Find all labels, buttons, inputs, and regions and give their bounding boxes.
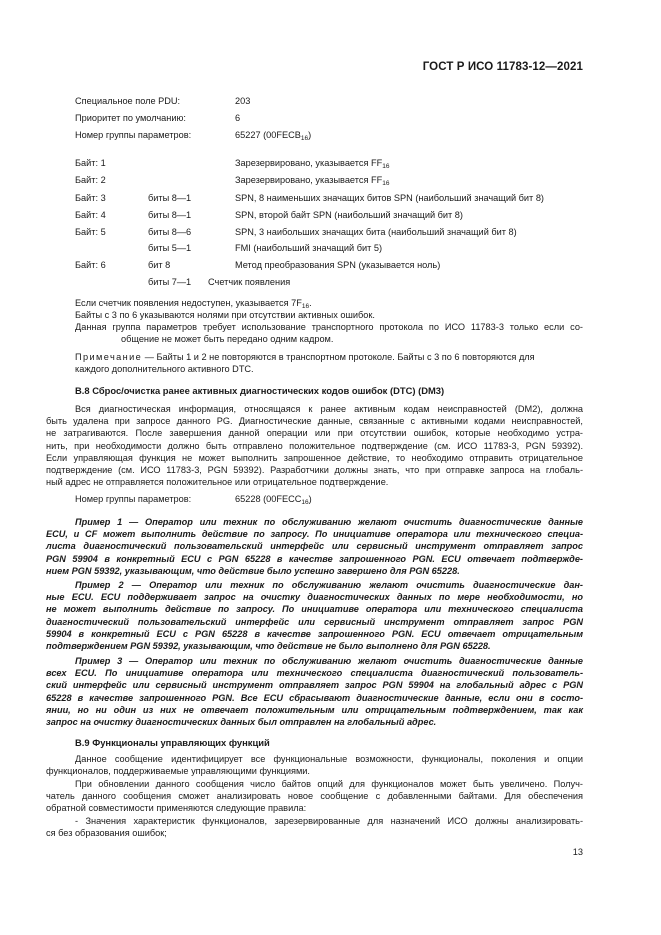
byte-desc: SPN, второй байт SPN (наибольший значащий бит 8) [235,210,463,220]
text-line: Пример 1 — Оператор или техник по обслуживанию желают очистить диагностические данные [75,517,583,527]
text-line: Если управляющая функция не может выполнить запрошенное действие, то необходимо отправить отрицательное [46,452,583,463]
byte-desc: SPN, 8 наименьших значащих битов SPN (наибольший значащий бит 8) [235,193,544,203]
text-line: ECU, и CF может выполнить действие по запросу. По инициативе оператора или технического специа- [46,529,583,540]
section-title-b8: B.8 Сброс/очистка ранее активных диагностических кодов ошибок (DTC) (DM3) [75,385,445,396]
byte-desc: Счетчик появления [208,277,291,287]
counter-note: Если счетчик появления недоступен, указывается $7F_{16}$. [75,298,312,310]
byte-label: Байт: 6 [75,260,106,270]
text-line: 65228 в качестве запрошенного PGN. Все ECU сбрасывают диагностические данные, если они в состо- [46,692,583,703]
text-line: ский интерфейс или сервисный инструмент отправляет запрос PGN 59904 на глобальный адрес с PGN [46,680,583,691]
text-line: диагностический пользовательский интерфейс или сервисный инструмент отправляет запрос PGN [46,616,583,627]
byte-desc: SPN, 3 наибольших значащих бита (наибольший значащий бит 8) [235,227,517,237]
text-line: Пример 2 — Оператор или техник по обслуживанию желают очистить диагностические дан- [75,580,583,590]
param-value-pdu: 203 [235,96,251,106]
text-line: Вся диагностическая информация, относящаяся к ранее активным кодам неисправностей (DM2), должна [75,404,583,414]
param-label-pgn: Номер группы параметров: [75,130,192,140]
text-line: ный адрес не отправляется положительное или отрицательное подтверждение. [46,477,389,488]
byte-bits: биты 5—1 [148,243,192,253]
text-line: запрос на очистку диагностических данных был отправлен на глобальный адрес. [46,717,437,728]
example-1 [46,516,583,577]
b9-paragraph-3 [46,815,583,839]
b8-pgn-value: 65228 $(00FECC_{16})$ [235,494,312,506]
text-line: не может выполнить действие по запросу. По инициативе оператора или технического специалиста [46,604,583,615]
note-line [75,351,583,363]
param-value-pgn: 65227 $(00FECB_{16})$ [235,130,312,142]
byte-bits: биты 7—1 [148,277,192,287]
b9-paragraph-2 [46,778,583,815]
text-line: ные ECU. ECU поддерживает запрос на очистку диагностических данных по мере необходимости, но [46,592,583,603]
text-line: - Значения характеристик функционалов, зарезервированные для назначений ИСО должны анализировать- [75,816,583,826]
text-line: нием PGN 59392, указывающим, что действие было успешно завершено для PGN 65228. [46,565,460,576]
byte-desc: Зарезервировано, указывается $FF_{16}$ [235,175,390,187]
zero-bytes-note: Байты с 3 по 6 указываются нолями при отсутствии активных ошибок. [75,310,375,320]
byte-bits: биты 8—1 [148,193,192,203]
byte-bits: бит 8 [148,260,171,270]
byte-label: Байт: 3 [75,193,106,203]
text-line: чатель данного сообщения сможет анализировать новое сообщение с добавленными байтами. Для обеспечения [46,791,583,802]
byte-desc: FMI (наибольший значащий бит 5) [235,243,383,253]
example-2 [46,579,583,652]
byte-desc: Зарезервировано, указывается $FF_{16}$ [235,158,390,170]
param-label-priority: Приоритет по умолчанию: [75,113,186,123]
text-line: всех ECU. По инициативе оператора или технического специалиста диагностический пользователь- [46,668,583,679]
byte-bits: биты 8—6 [148,227,192,237]
byte-desc: Метод преобразования SPN (указывается ноль) [235,260,441,270]
byte-label: Байт: 2 [75,175,106,185]
text-line: обратной совместимости применяются следующие правила: [46,803,307,814]
byte-label: Байт: 5 [75,227,106,237]
text-line: При обновлении данного сообщения число байтов опций для функционалов может быть увеличено. Получ- [75,779,583,789]
byte-label: Байт: 4 [75,210,106,220]
transport-paragraph [75,321,583,345]
note-text: — Байты 1 и 2 не повторяются в транспортном протоколе. Байты с 3 по 6 повторяются для [142,352,535,362]
text-line: подтверждение (см. ИСО 11783-3, PGN 59392). Разработчики должны знать, что при отправке запроса на глобаль- [46,465,583,476]
text-line: функционалов, поддерживаемые управляющими функциями. [46,766,310,777]
text-line: Данное сообщение идентифицирует все функциональные возможности, функционалы, поколения и опции [75,754,583,764]
byte-bits: биты 8—1 [148,210,192,220]
text-line: Данная группа параметров требует использование транспортного протокола по ИСО 11783-3 только если со- [75,322,583,332]
text-line: листа диагностический пользовательский интерфейс или сервисный инструмент отправляет запрос [46,541,583,552]
text-line: ся без образования ошибок; [46,828,167,839]
param-value-priority: 6 [235,113,241,123]
b9-paragraph-1 [46,753,583,777]
note-line: каждого дополнительного активного DTC. [75,364,254,374]
byte-label: Байт: 1 [75,158,106,168]
text-line: не затрагиваются. После завершения данной операции или при отсутствии ошибок, которые необходимо устра- [46,428,583,439]
b8-paragraph [46,403,583,488]
section-title-b9: B.9 Функционалы управляющих функций [75,737,270,748]
text-line: Пример 3 — Оператор или техник по обслуживанию желают очистить диагностические данные [75,656,583,666]
text-line: нить, при необходимости должно быть отправлено положительное подтверждение (см. ИСО 11783-3, PGN 59392). [46,440,583,451]
text-line: подтверждением PGN 59392, указывающим, что действие не было выполнено для PGN 65228. [46,641,491,652]
standard-header: ГОСТ Р ИСО 11783-12—2021 [422,61,583,73]
param-label-pdu: Специальное поле PDU: [75,96,181,106]
text-line: янии, но ни один из них не отвечает положительным или отрицательным подтверждением, так как [46,704,583,715]
text-line: PGN 59904 в конкретный ECU с PGN 65228 в качестве запрошенного PGN. ECU отвечает подтвержде- [46,553,583,564]
text-line: общение не может быть передано одним кадром. [121,334,334,345]
text-line: быть удалена при запросе данного PG. Диагностические данные, связанные с активными кодами неисправностей, [46,416,583,427]
example-3 [46,655,583,728]
b8-pgn-label: Номер группы параметров: [75,494,192,504]
note-label: Примечание [75,352,143,362]
page-number: 13 [572,847,583,857]
text-line: 59904 в конкретный ECU с PGN 65228 в качестве запрошенного PGN. ECU отвечает отрицательным [46,628,583,639]
